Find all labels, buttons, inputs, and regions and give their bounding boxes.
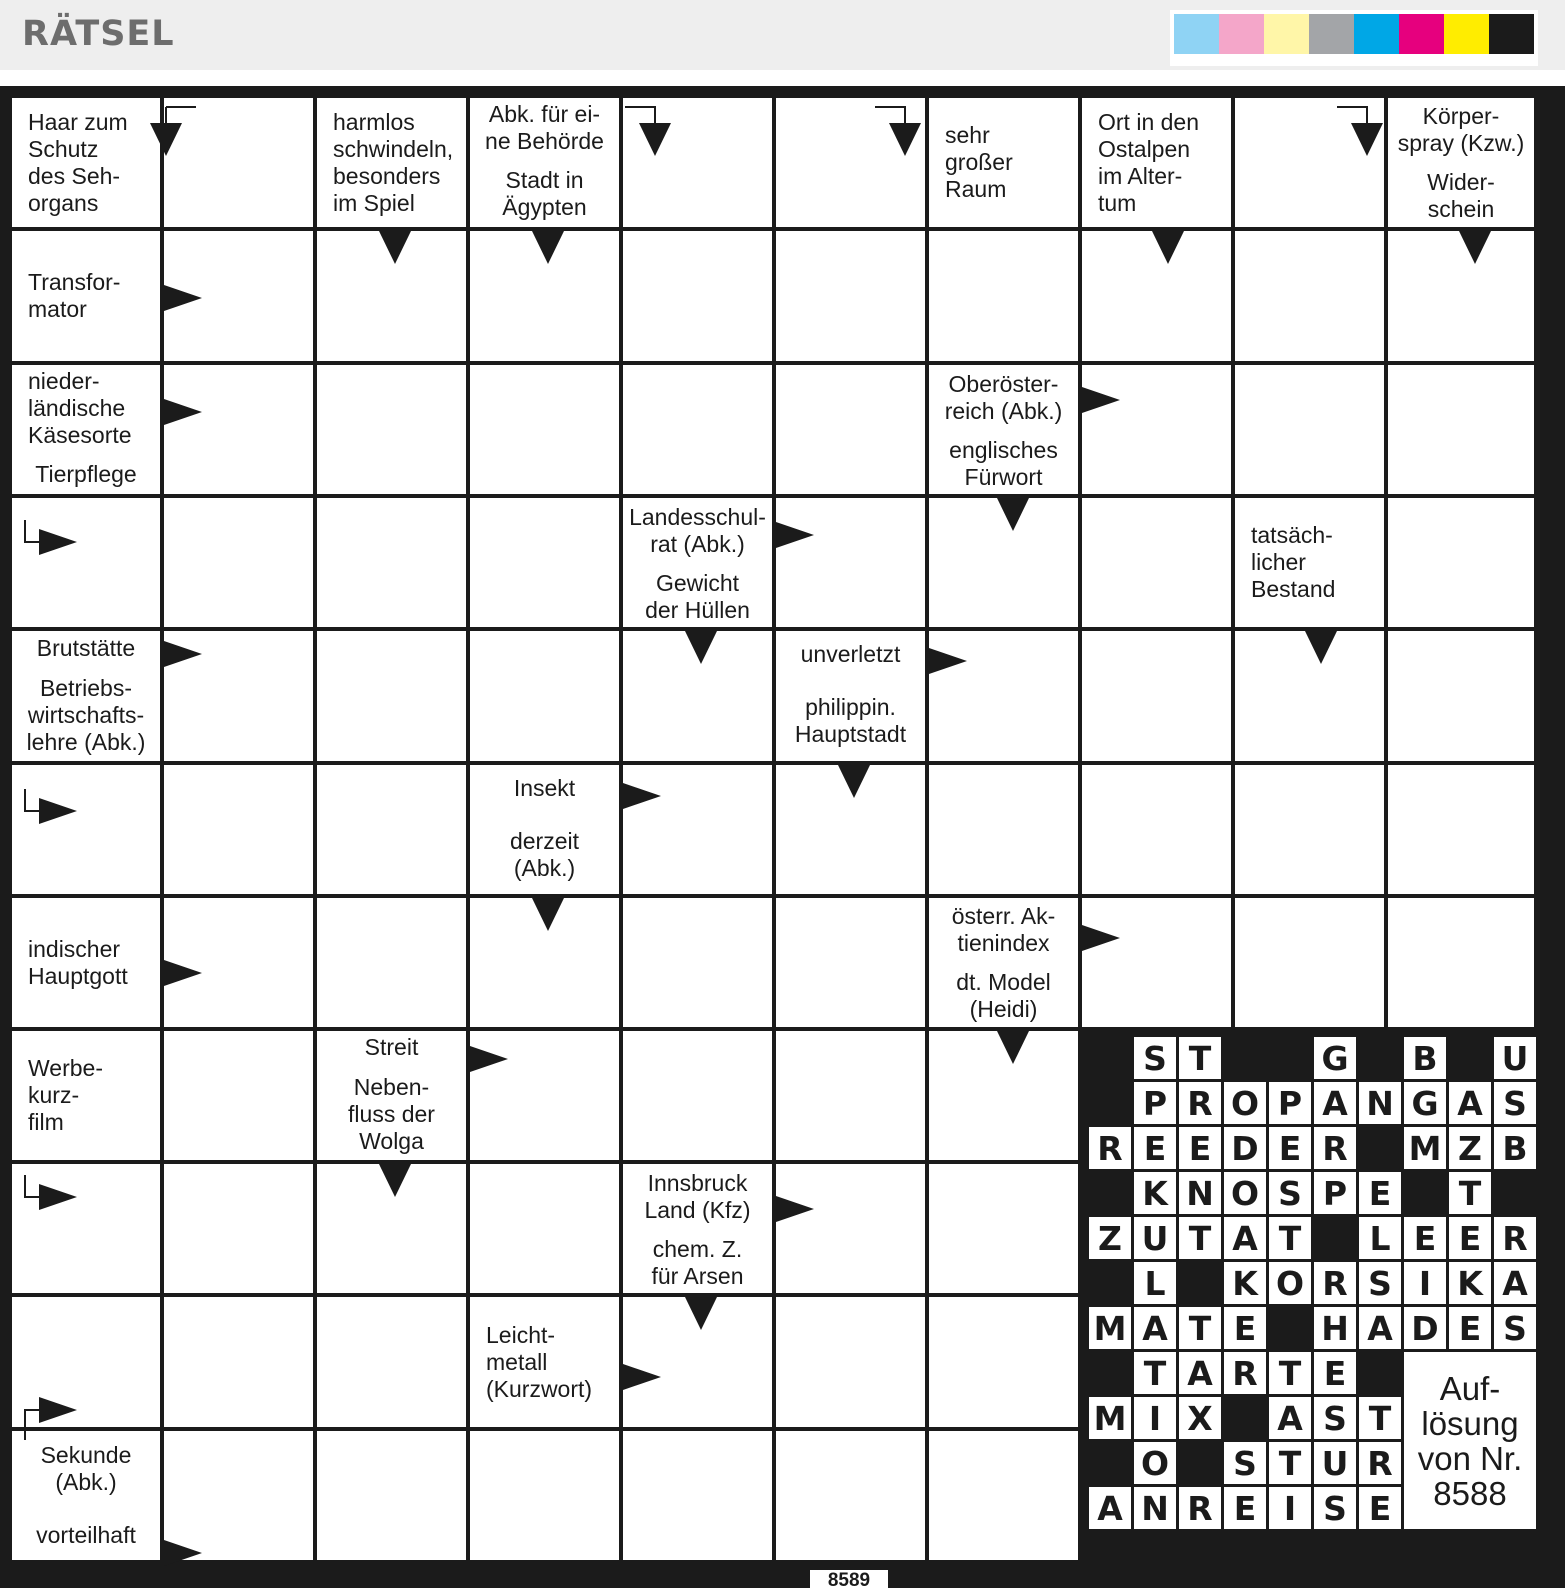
solution-letter: D <box>1224 1127 1266 1169</box>
clue-transformator: Transfor- mator <box>12 231 160 361</box>
arrow-down-icon <box>379 1164 411 1197</box>
solution-letter: R <box>1359 1442 1401 1484</box>
arrow-down-icon <box>1152 231 1184 264</box>
arrow-right-icon <box>776 1196 814 1222</box>
solution-letter: A <box>1089 1487 1131 1529</box>
page-title: RÄTSEL <box>22 14 175 54</box>
solution-letter: A <box>1269 1397 1311 1439</box>
solution-letter: T <box>1179 1037 1221 1079</box>
solution-letter: E <box>1224 1487 1266 1529</box>
arrow-elbow-line <box>625 107 655 123</box>
arrow-down-icon <box>532 898 564 931</box>
clue-haar-zum-schutz: Haar zum Schutz des Seh- organs <box>12 98 160 227</box>
arrow-down-icon <box>1351 123 1383 156</box>
clue-koerperspray: Körper- spray (Kzw.) <box>1388 98 1534 161</box>
solution-letter: Z <box>1449 1127 1491 1169</box>
solution-letter: U <box>1494 1037 1536 1079</box>
solution-letter: A <box>1494 1262 1536 1304</box>
solution-letter: N <box>1134 1487 1176 1529</box>
arrow-right-icon <box>470 1046 508 1072</box>
clue-insekt: Insekt <box>470 765 619 812</box>
arrow-down-icon <box>685 1297 717 1330</box>
arrow-right-icon <box>1082 387 1120 413</box>
clue-betriebswirtschaftslehre: Betriebs- wirtschafts- lehre (Abk.) <box>12 669 160 761</box>
solution-letter: R <box>1494 1217 1536 1259</box>
solution-letter: S <box>1134 1037 1176 1079</box>
arrow-right-icon <box>1082 925 1120 951</box>
arrow-right-icon <box>39 1397 77 1423</box>
clue-stadt-aegypten: Stadt in Ägypten <box>470 161 619 227</box>
clue-leichtmetall: Leicht- metall (Kurzwort) <box>470 1297 619 1427</box>
solution-letter: X <box>1179 1397 1221 1439</box>
arrow-down-icon <box>889 123 921 156</box>
solution-letter: K <box>1134 1172 1176 1214</box>
clue-widerschein: Wider- schein <box>1388 165 1534 227</box>
arrow-elbow-line <box>25 789 39 811</box>
solution-letter: E <box>1404 1217 1446 1259</box>
solution-letter: S <box>1314 1487 1356 1529</box>
arrow-right-icon <box>39 529 77 555</box>
solution-letter: R <box>1314 1127 1356 1169</box>
arrow-right-icon <box>929 648 967 674</box>
solution-letter: A <box>1224 1217 1266 1259</box>
solution-letter: R <box>1224 1352 1266 1394</box>
solution-letter: D <box>1404 1307 1446 1349</box>
solution-letter: O <box>1134 1442 1176 1484</box>
solution-letter: L <box>1359 1217 1401 1259</box>
arrow-right-icon <box>164 1540 202 1566</box>
arrow-right-icon <box>164 641 202 667</box>
solution-letter: A <box>1359 1307 1401 1349</box>
clue-oberoesterreich: Oberöster- reich (Abk.) <box>929 365 1078 430</box>
solution-letter: S <box>1359 1262 1401 1304</box>
clue-englisches-fuerwort: englisches Fürwort <box>929 434 1078 494</box>
solution-letter: E <box>1449 1307 1491 1349</box>
solution-letter: M <box>1404 1127 1446 1169</box>
clue-brutstaette: Brutstätte <box>12 631 160 665</box>
arrow-right-icon <box>164 285 202 311</box>
solution-letter: N <box>1359 1082 1401 1124</box>
solution-letter: Z <box>1089 1217 1131 1259</box>
puzzle-number: 8589 <box>810 1570 888 1588</box>
solution-letter: S <box>1494 1307 1536 1349</box>
solution-letter: P <box>1134 1082 1176 1124</box>
solution-letter: S <box>1224 1442 1266 1484</box>
clue-indischer-hauptgott: indischer Hauptgott <box>12 898 160 1027</box>
solution-letter: E <box>1449 1217 1491 1259</box>
arrow-down-icon <box>532 231 564 264</box>
clue-streit: Streit <box>317 1031 466 1064</box>
clue-harmlos-schwindeln: harmlos schwindeln, besonders im Spiel <box>317 98 466 227</box>
solution-letter: O <box>1224 1082 1266 1124</box>
clue-werbekurzfilm: Werbe- kurz- film <box>12 1031 160 1160</box>
solution-letter: T <box>1359 1397 1401 1439</box>
solution-letter: K <box>1224 1262 1266 1304</box>
solution-letter: A <box>1449 1082 1491 1124</box>
solution-letter: T <box>1269 1217 1311 1259</box>
clue-abk-behoerde: Abk. für ei- ne Behörde <box>470 98 619 157</box>
arrow-elbow-line <box>1337 107 1367 123</box>
clue-landesschulrat: Landesschul- rat (Abk.) <box>623 498 772 563</box>
arrow-right-icon <box>39 1184 77 1210</box>
clue-nebenfluss-wolga: Neben- fluss der Wolga <box>317 1068 466 1160</box>
solution-letter: G <box>1404 1082 1446 1124</box>
solution-letter: T <box>1179 1217 1221 1259</box>
solution-letter: M <box>1089 1397 1131 1439</box>
clue-tatsaechlicher-bestand: tatsäch- licher Bestand <box>1235 498 1384 627</box>
solution-letter: B <box>1494 1127 1536 1169</box>
arrow-right-icon <box>164 399 202 425</box>
arrow-elbow-line <box>25 520 39 542</box>
solution-letter: R <box>1179 1082 1221 1124</box>
solution-note: Auf- lösung von Nr. 8588 <box>1404 1352 1536 1529</box>
clue-tierpflege: Tierpflege <box>12 455 160 494</box>
arrow-down-icon <box>997 498 1029 531</box>
arrow-right-icon <box>164 960 202 986</box>
clue-kaesesorte: nieder- ländische Käsesorte <box>12 365 160 451</box>
arrow-right-icon <box>623 1364 661 1390</box>
arrow-down-icon <box>639 123 671 156</box>
solution-letter: K <box>1449 1262 1491 1304</box>
arrow-down-icon <box>685 631 717 664</box>
clue-unverletzt: unverletzt <box>776 631 925 677</box>
solution-letter: T <box>1269 1442 1311 1484</box>
clue-philippin-hauptstadt: philippin. Hauptstadt <box>776 681 925 761</box>
solution-letter: O <box>1224 1172 1266 1214</box>
solution-letter: T <box>1134 1352 1176 1394</box>
clue-dt-model: dt. Model (Heidi) <box>929 965 1078 1027</box>
solution-letter: I <box>1404 1262 1446 1304</box>
solution-letter: S <box>1314 1397 1356 1439</box>
solution-letter: A <box>1179 1352 1221 1394</box>
solution-letter: O <box>1269 1262 1311 1304</box>
solution-letter: L <box>1134 1262 1176 1304</box>
arrow-elbow-line <box>875 107 905 123</box>
arrow-right-icon <box>39 798 77 824</box>
arrow-down-icon <box>838 765 870 798</box>
solution-letter: B <box>1404 1037 1446 1079</box>
solution-letter: P <box>1269 1082 1311 1124</box>
solution-letter: E <box>1314 1352 1356 1394</box>
clue-derzeit: derzeit (Abk.) <box>470 816 619 894</box>
arrow-down-icon <box>1459 231 1491 264</box>
solution-letter: I <box>1134 1397 1176 1439</box>
solution-letter: E <box>1359 1487 1401 1529</box>
clue-vorteilhaft: vorteilhaft <box>12 1511 160 1560</box>
solution-letter: T <box>1179 1307 1221 1349</box>
clue-sekunde: Sekunde (Abk.) <box>12 1431 160 1507</box>
clue-oesterr-aktienindex: österr. Ak- tienindex <box>929 898 1078 961</box>
arrow-down-icon <box>1305 631 1337 664</box>
clue-innsbruck-land: Innsbruck Land (Kfz) <box>623 1164 772 1229</box>
arrow-right-icon <box>623 783 661 809</box>
solution-letter: N <box>1179 1172 1221 1214</box>
solution-letter: A <box>1134 1307 1176 1349</box>
clue-sehr-grosser-raum: sehr großer Raum <box>929 98 1078 227</box>
solution-letter: H <box>1314 1307 1356 1349</box>
solution-letter: R <box>1089 1127 1131 1169</box>
solution-letter: T <box>1269 1352 1311 1394</box>
solution-letter: U <box>1314 1442 1356 1484</box>
arrow-elbow-line <box>25 1175 39 1197</box>
solution-letter: M <box>1089 1307 1131 1349</box>
solution-letter: E <box>1359 1172 1401 1214</box>
solution-letter: I <box>1269 1487 1311 1529</box>
solution-letter: R <box>1314 1262 1356 1304</box>
arrow-down-icon <box>379 231 411 264</box>
solution-letter: P <box>1314 1172 1356 1214</box>
solution-letter: U <box>1134 1217 1176 1259</box>
arrow-down-icon <box>150 123 182 156</box>
solution-letter: E <box>1134 1127 1176 1169</box>
arrow-down-icon <box>997 1031 1029 1064</box>
solution-letter: S <box>1494 1082 1536 1124</box>
solution-letter: E <box>1179 1127 1221 1169</box>
clue-ort-ostalpen: Ort in den Ostalpen im Alter- tum <box>1082 98 1231 227</box>
solution-letter: T <box>1449 1172 1491 1214</box>
solution-letter: R <box>1179 1487 1221 1529</box>
arrow-right-icon <box>776 522 814 548</box>
solution-letter: A <box>1314 1082 1356 1124</box>
solution-letter: E <box>1224 1307 1266 1349</box>
solution-letter: G <box>1314 1037 1356 1079</box>
solution-letter: S <box>1269 1172 1311 1214</box>
solution-letter: E <box>1269 1127 1311 1169</box>
clue-gewicht-huellen: Gewicht der Hüllen <box>623 567 772 627</box>
clue-chem-arsen: chem. Z. für Arsen <box>623 1233 772 1293</box>
